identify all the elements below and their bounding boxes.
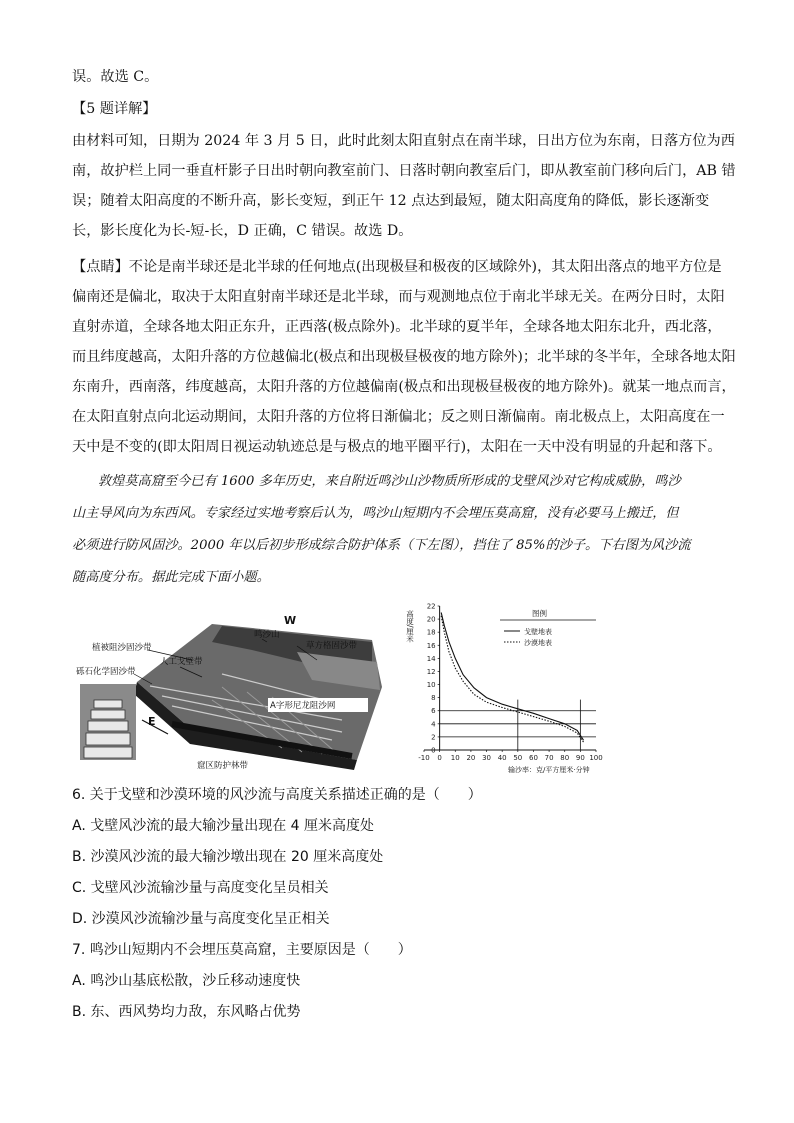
legend-label-desert: 沙漠地表: [524, 639, 552, 647]
y-tick-label: 12: [426, 667, 436, 676]
tip-line: 偏南还是偏北，取决于太阳直射南半球还是北半球，而与观测地点位于南北半球无关。在两分日时，太阳: [72, 289, 725, 305]
tip-line: 在太阳直射点向北运动期间，太阳升落的方位将日渐偏北；反之则日渐偏南。南北极点上，太阳高度在一: [72, 409, 725, 425]
x-tick-label: 70: [544, 754, 554, 762]
q5-line: 误；随着太阳高度的不断升高，影长变短，到正午 12 点达到最短，随太阳高度角的降低，影长逐渐变: [72, 193, 710, 209]
x-tick-label: 50: [513, 754, 523, 762]
label-mingshashan: 鸣沙山: [254, 630, 280, 640]
tip-line: 【点睛】不论是南半球还是北半球的任何地点(出现极昼和极夜的区域除外)，其太阳出落点的地平方位是: [72, 259, 722, 275]
tip-line: 东南升，西南落，纬度越高，太阳升落的方位越偏南(极点和出现极昼极夜的地方除外)。就某一地点而言，: [72, 379, 736, 395]
x-tick-label: 100: [589, 754, 603, 762]
y-tick-label: 22: [426, 602, 436, 611]
label-huaxue: 砾石化学固沙带: [76, 667, 136, 677]
protection-system-diagram: [72, 612, 392, 772]
question-7-option-a[interactable]: A. 鸣沙山基底松散，沙丘移动速度快: [72, 973, 301, 989]
q5-explanation: [72, 126, 736, 246]
question-7-option-b[interactable]: B. 东、西风势均力敌，东风略占优势: [72, 1004, 301, 1020]
chart-ylabel: 高度/厘米: [405, 610, 415, 643]
x-tick-label: -10: [418, 754, 430, 762]
intro-line: 误。故选 C。: [72, 69, 159, 85]
y-tick-label: 2: [431, 733, 436, 742]
question-block: [72, 780, 732, 1028]
passage-line: 随高度分布。据此完成下面小题。: [72, 570, 270, 585]
y-tick-label: 10: [426, 681, 436, 690]
x-tick-label: 90: [575, 754, 585, 762]
tip-paragraph: [72, 252, 736, 462]
label-kuqu: 窟区防护林带: [197, 761, 249, 771]
legend-title: 图例: [532, 609, 547, 618]
question-6-option-b[interactable]: B. 沙漠风沙流的最大输沙墩出现在 20 厘米高度处: [72, 849, 384, 865]
y-tick-label: 18: [426, 628, 436, 637]
x-tick-label: 30: [482, 754, 492, 762]
x-tick-label: 40: [497, 754, 507, 762]
question-6-option-c[interactable]: C. 戈壁风沙流输沙量与高度变化呈员相关: [72, 880, 329, 896]
q5-line: 长，影长度化为长-短-长，D 正确，C 错误。故选 D。: [72, 223, 413, 239]
q5-line: 南，故护栏上同一垂直杆影子日出时朝向教室前门、日落时朝向教室后门，即从教室前门移向后门，AB 错: [72, 163, 736, 179]
chart-xlabel: 输沙率：克/平方厘米·分钟: [508, 766, 590, 774]
y-tick-label: 6: [431, 707, 436, 716]
y-tick-label: 0: [431, 746, 436, 755]
reading-passage: [72, 466, 732, 594]
x-tick-label: 60: [528, 754, 538, 762]
label-nilong: A字形尼龙阻沙网: [270, 701, 336, 711]
question-6-option-a[interactable]: A. 戈壁风沙流的最大输沙量出现在 4 厘米高度处: [72, 818, 375, 834]
label-w: W: [284, 614, 297, 627]
label-caofang: 草方格固沙带: [306, 641, 358, 651]
label-zhiwu: 植被阻沙固沙带: [92, 643, 152, 653]
y-tick-label: 16: [426, 641, 436, 650]
y-tick-label: 4: [431, 720, 436, 729]
tip-line: 直射赤道，全球各地太阳正东升，正西落(极点除外)。北半球的夏半年，全球各地太阳东北升，西北落，: [72, 319, 722, 335]
passage-line: 必须进行防风固沙。2000 年以后初步形成综合防护体系（下左图），挡住了 85%的沙子。下右图为风沙流: [72, 538, 691, 553]
wind-sand-flow-chart: [400, 598, 610, 778]
y-tick-label: 8: [431, 694, 436, 703]
x-tick-label: 20: [466, 754, 476, 762]
tip-line: 天中是不变的(即太阳周日视运动轨迹总是与极点的地平圈平行)，太阳在一天中没有明显的升起和落下。: [72, 439, 722, 455]
label-e: E: [148, 715, 156, 728]
question-6-stem: 6. 关于戈壁和沙漠环境的风沙流与高度关系描述正确的是（ ）: [72, 787, 482, 803]
x-tick-label: 0: [437, 754, 442, 762]
tip-line: 而且纬度越高，太阳升落的方位越偏北(极点和出现极昼极夜的地方除外)；北半球的冬半年，全球各地太阳: [72, 349, 736, 365]
question-7-stem: 7. 鸣沙山短期内不会埋压莫高窟，主要原因是（ ）: [72, 942, 412, 958]
question-6-option-d[interactable]: D. 沙漠风沙流输沙量与高度变化呈正相关: [72, 911, 330, 927]
q5-line: 由材料可知，日期为 2024 年 3 月 5 日，此时此刻太阳直射点在南半球，日出方位为东南，日落方位为西: [72, 133, 735, 149]
x-tick-label: 80: [560, 754, 570, 762]
q5-header: 【5 题详解】: [72, 101, 157, 117]
legend-label-gobi: 戈壁地表: [524, 628, 552, 636]
y-tick-label: 20: [426, 615, 436, 624]
y-tick-label: 14: [426, 654, 436, 663]
passage-line: 山主导风向为东西风。专家经过实地考察后认为，鸣沙山短期内不会埋压莫高窟，没有必要马上搬迁，但: [72, 506, 679, 521]
x-tick-label: 10: [450, 754, 460, 762]
chart-legend: [496, 606, 600, 650]
passage-line: 敦煌莫高窟至今已有 1600 多年历史，来自附近鸣沙山沙物质所形成的戈壁风沙对它构成威胁，鸣沙: [98, 474, 681, 489]
label-rengong: 人工戈壁带: [160, 657, 203, 667]
